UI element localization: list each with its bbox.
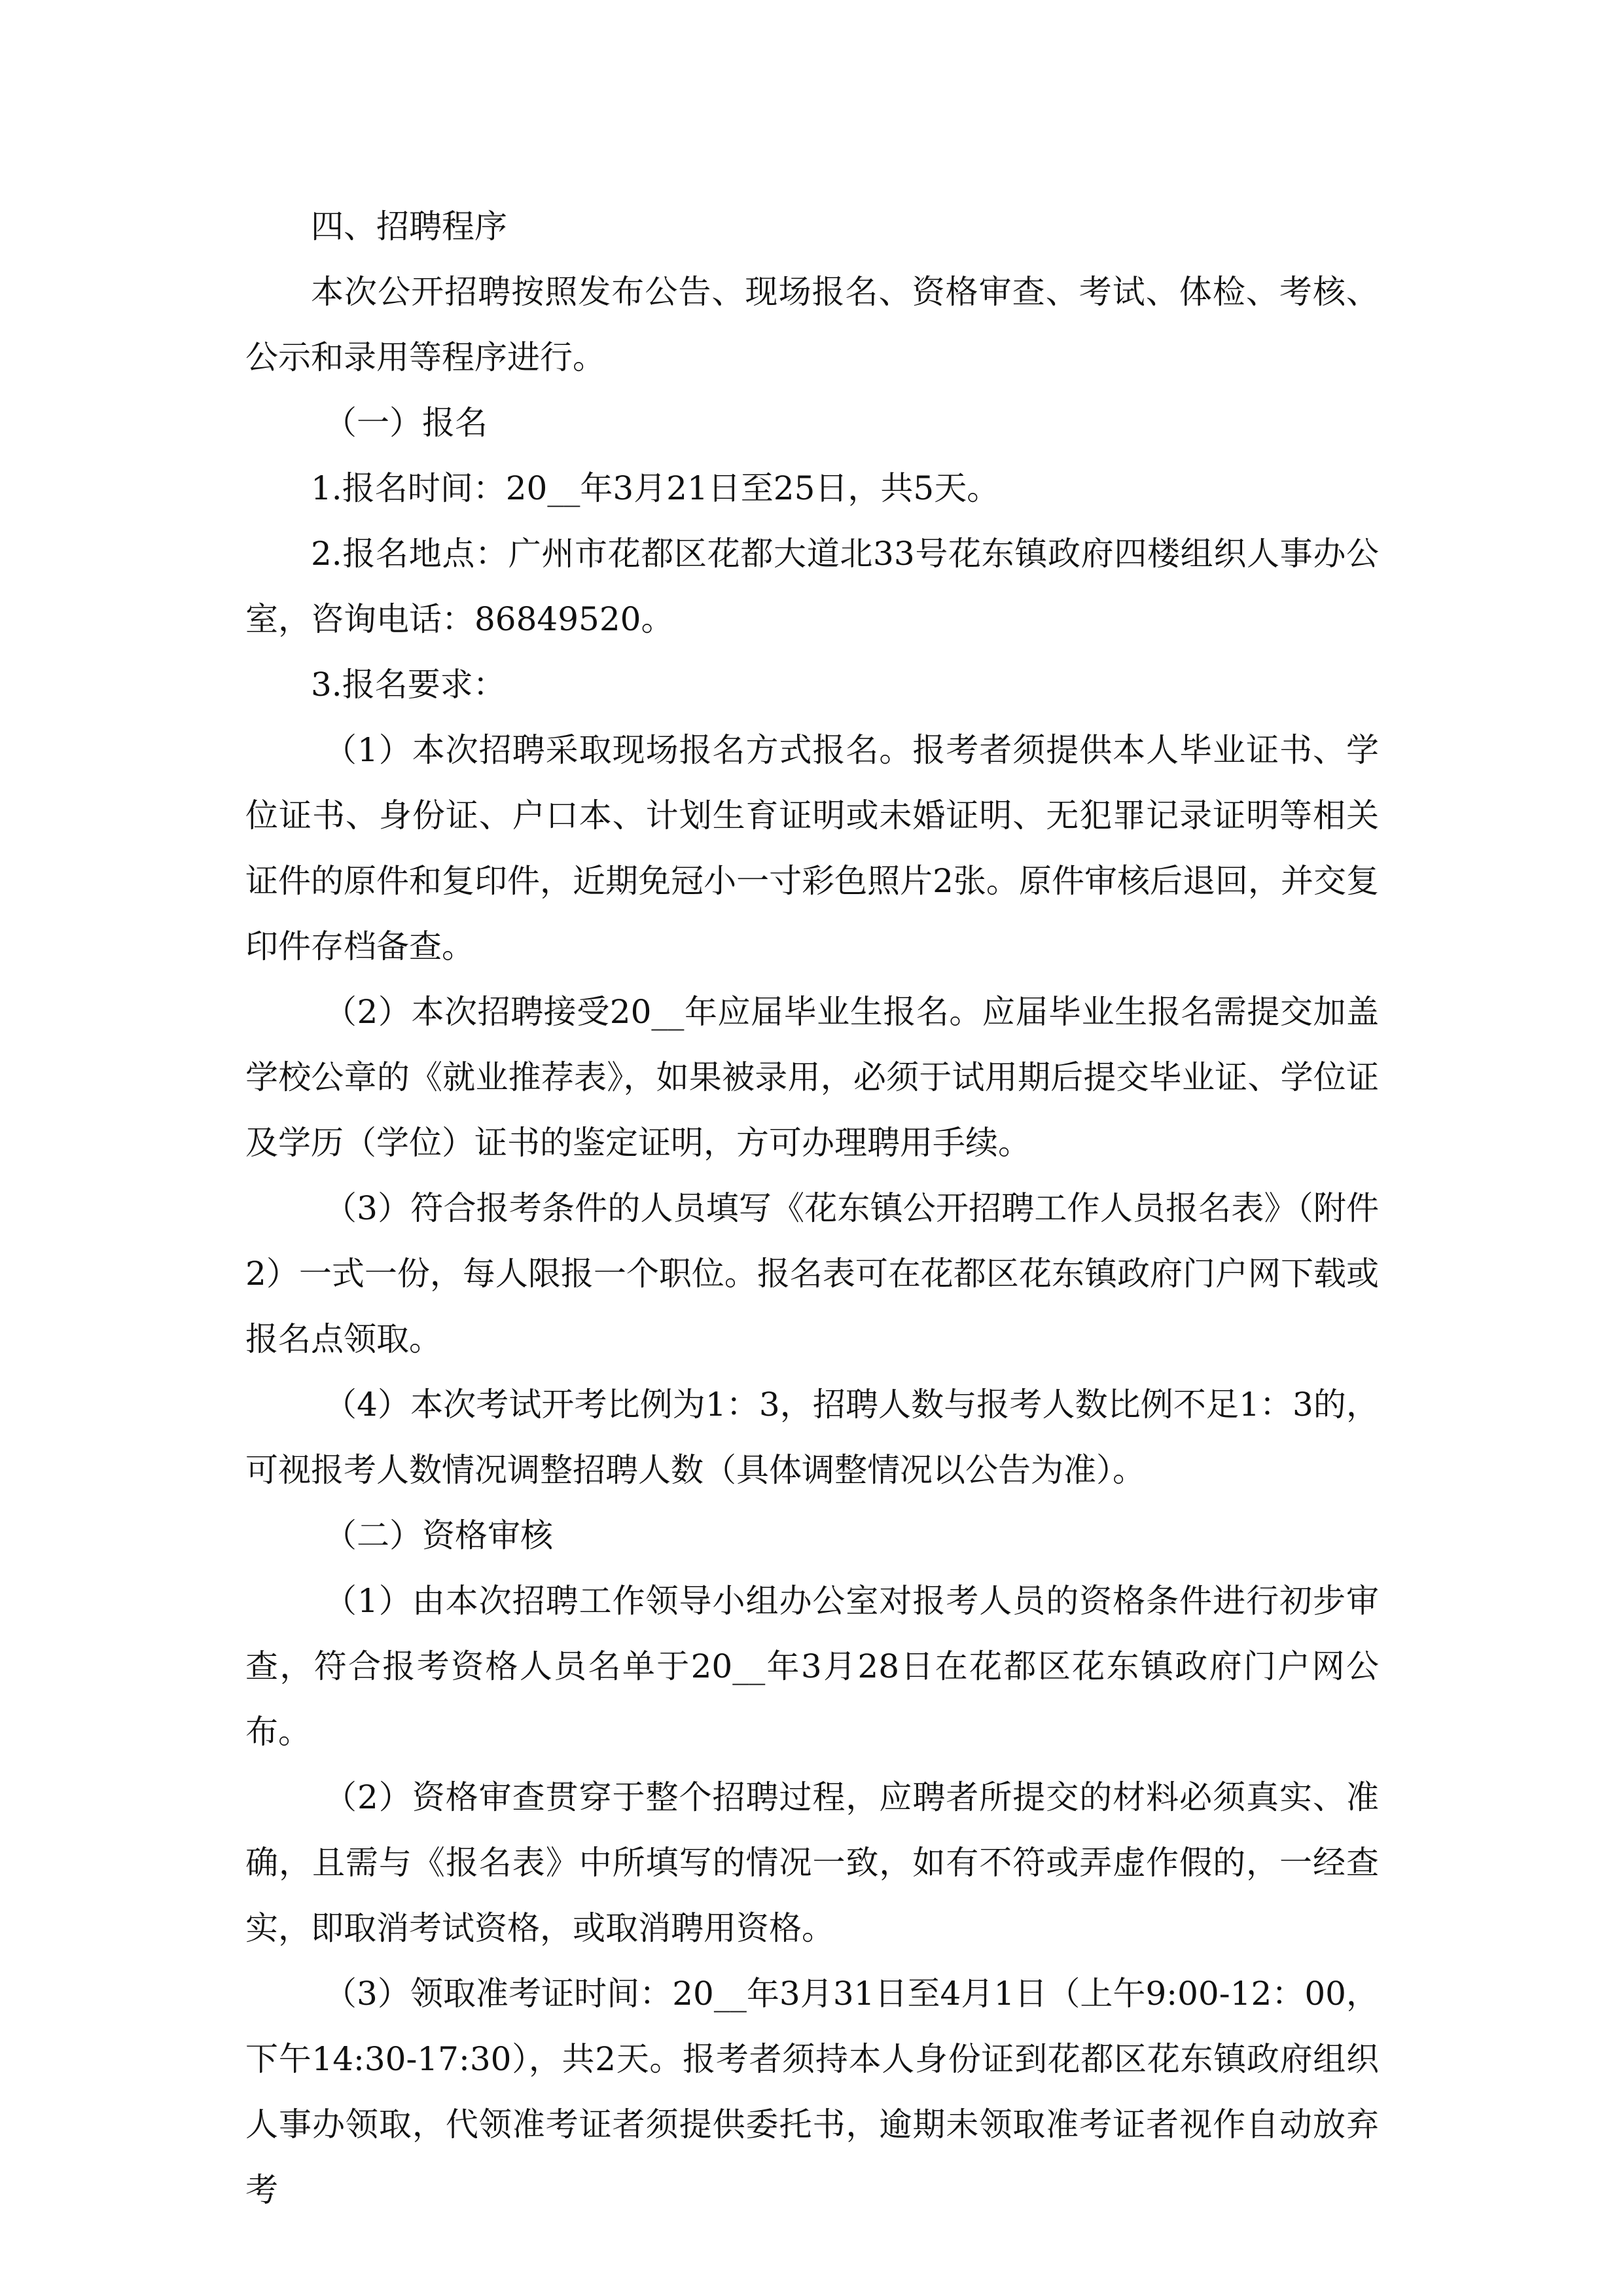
requirement-item: （4）本次考试开考比例为1：3，招聘人数与报考人数比例不足1：3的，可视报考人数情况调整招聘人数（具体调整情况以公告为准）。	[245, 1386, 1379, 1489]
registration-requirements-heading: 3.报名要求：	[311, 666, 506, 704]
requirement-item: （3）符合报考条件的人员填写《花东镇公开招聘工作人员报名表》（附件2）一式一份，每人限报一个职位。报名表可在花都区花东镇政府门户网下载或报名点领取。	[245, 1189, 1379, 1358]
registration-time: 1.报名时间：20__年3月21日至25日，共5天。	[311, 469, 1000, 507]
intro-paragraph: 本次公开招聘按照发布公告、现场报名、资格审查、考试、体检、考核、公示和录用等程序进行。	[245, 273, 1379, 376]
qualification-item: （2）资格审查贯穿于整个招聘过程，应聘者所提交的材料必须真实、准确，且需与《报名表》中所填写的情况一致，如有不符或弄虚作假的，一经查实，即取消考试资格，或取消聘用资格。	[245, 1778, 1379, 1947]
section-heading: 四、招聘程序	[311, 207, 507, 245]
requirement-item: （1）本次招聘采取现场报名方式报名。报考者须提供本人毕业证书、学位证书、身份证、户口本、计划生育证明或未婚证明、无犯罪记录证明等相关证件的原件和复印件，近期免冠小一寸彩色照片2张。原件审核后退回，并交复印件存档备查。	[245, 731, 1379, 965]
document-body	[245, 194, 1379, 2223]
requirement-item: （2）本次招聘接受20__年应届毕业生报名。应届毕业生报名需提交加盖学校公章的《就业推荐表》，如果被录用，必须于试用期后提交毕业证、学位证及学历（学位）证书的鉴定证明，方可办理聘用手续。	[245, 993, 1379, 1162]
qualification-item: （3）领取准考证时间：20__年3月31日至4月1日（上午9:00-12：00，下午14:30-17:30），共2天。报考者须持本人身份证到花都区花东镇政府组织人事办领取，代领准考证者须提供委托书，逾期未领取准考证者视作自动放弃考	[245, 1975, 1379, 2209]
subsection-heading-qualification: （二）资格审核	[324, 1516, 553, 1554]
subsection-heading-registration: （一）报名	[324, 404, 488, 442]
registration-place: 2.报名地点：广州市花都区花都大道北33号花东镇政府四楼组织人事办公室，咨询电话：86849520。	[245, 535, 1379, 638]
qualification-item: （1）由本次招聘工作领导小组办公室对报考人员的资格条件进行初步审查，符合报考资格人员名单于20__年3月28日在花都区花东镇政府门户网公布。	[245, 1582, 1379, 1751]
